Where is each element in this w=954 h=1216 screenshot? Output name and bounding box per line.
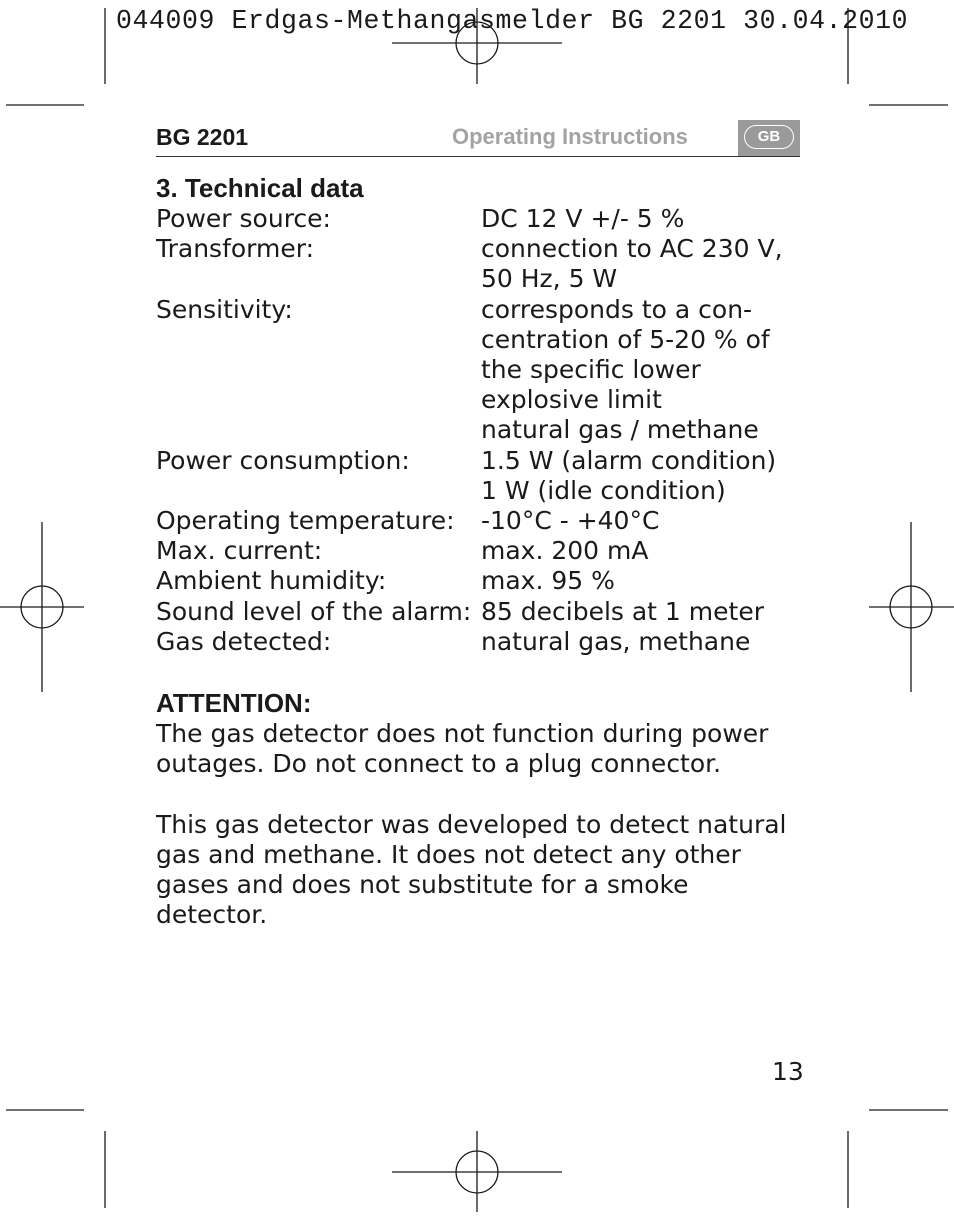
spec-value-line: 85 decibels at 1 meter [481,596,764,626]
spec-value-line: the specific lower [481,355,701,385]
spec-label: Max. current: [156,536,323,566]
paragraph-line: outages. Do not connect to a plug connector. [156,749,722,779]
spec-label: Transformer: [156,234,314,264]
spec-label: Sound level of the alarm: [156,596,472,626]
paragraph-line: detector. [156,900,268,930]
spec-value-line: natural gas, methane [481,626,751,656]
spec-value-line: 50 Hz, 5 W [481,264,618,294]
spec-value-line: explosive limit [481,385,662,415]
spec-value-line: DC 12 V +/- 5 % [481,204,685,233]
spec-label: Operating temperature: [156,506,455,536]
registration-target-left [0,522,84,692]
registration-target-top [392,8,562,84]
spec-value-line: centration of 5-20 % of [481,324,770,354]
registration-target-right [869,522,954,692]
paragraph-line: gas and methane. It does not detect any other [156,839,741,869]
document-type: Operating Instructions [452,124,688,149]
spec-label: Power consumption: [156,445,410,475]
spec-value-line: -10°C - +40°C [481,506,660,536]
print-slug: 044009 Erdgas-Methangasmelder BG 2201 30.04.2010 [116,6,909,36]
language-badge-label: GB [744,125,794,149]
page-number: 13 [772,1057,804,1086]
spec-label: Sensitivity: [156,294,293,324]
spec-value-line: natural gas / methane [481,415,759,445]
registration-target-bottom [392,1131,562,1212]
spec-value-line: max. 200 mA [481,536,649,566]
attention-heading: ATTENTION: [156,688,312,719]
section-title: 3. Technical data [156,173,364,203]
spec-label: Gas detected: [156,626,332,656]
model-number: BG 2201 [156,124,249,150]
spec-label: Ambient humidity: [156,566,387,596]
spec-value-line: max. 95 % [481,566,615,596]
paragraph-line: The gas detector does not function during power [156,719,769,749]
paragraph-line: This gas detector was developed to detect natural [156,809,787,839]
spec-label: Power source: [156,204,331,233]
spec-value-line: connection to AC 230 V, [481,234,783,264]
spec-value-line: corresponds to a con- [481,294,753,324]
paragraph-line: gases and does not substitute for a smoke [156,870,689,900]
spec-value-line: 1 W (idle condition) [481,475,726,505]
spec-value-line: 1.5 W (alarm condition) [481,445,777,475]
